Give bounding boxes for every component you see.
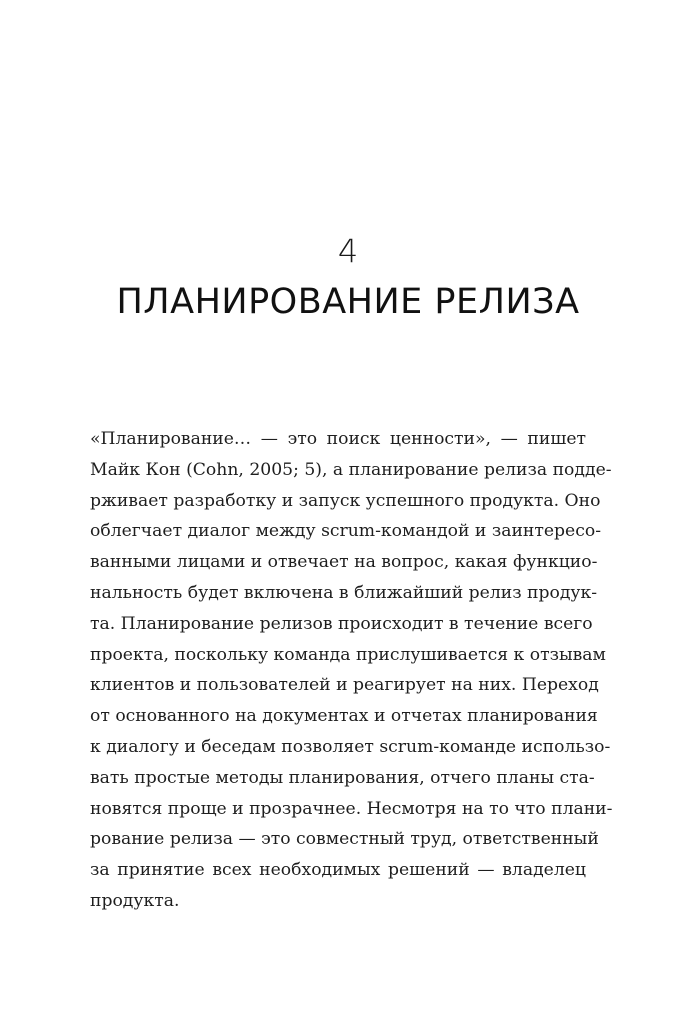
paragraph-line: за принятие всех необходимых решений — владелец <box>90 860 586 881</box>
paragraph-line: к диалогу и беседам позволяет scrum-команде использо- <box>90 736 611 757</box>
paragraph-line: от основанного на документах и отчетах планирования <box>90 706 598 727</box>
paragraph-line: вать простые методы планирования, отчего планы ста- <box>90 767 595 788</box>
chapter-title: ПЛАНИРОВАНИЕ РЕЛИЗА <box>116 282 580 322</box>
paragraph-line: проекта, поскольку команда прислушивается к отзывам <box>90 644 606 665</box>
chapter-number: 4 <box>337 232 359 270</box>
paragraph-line: та. Планирование релизов происходит в течение всего <box>90 613 593 634</box>
paragraph-line: новятся проще и прозрачнее. Несмотря на то что плани- <box>90 798 613 819</box>
body-paragraph <box>90 424 613 917</box>
paragraph-line: клиентов и пользователей и реагирует на них. Переход <box>90 675 599 696</box>
paragraph-line: ванными лицами и отвечает на вопрос, какая функцио- <box>90 552 598 573</box>
paragraph-line: нальность будет включена в ближайший релиз продук- <box>90 582 598 603</box>
paragraph-line: рование релиза — это совместный труд, ответственный <box>90 829 599 850</box>
paragraph-line: облегчает диалог между scrum-командой и заинтересо- <box>90 521 602 542</box>
paragraph-line: рживает разработку и запуск успешного продукта. Оно <box>90 490 601 511</box>
paragraph-line: «Планирование… — это поиск ценности», — пишет <box>90 429 586 449</box>
paragraph-line: продукта. <box>90 890 180 911</box>
paragraph-line: Майк Кон (Cohn, 2005; 5), а планирование релиза подде- <box>90 459 612 480</box>
